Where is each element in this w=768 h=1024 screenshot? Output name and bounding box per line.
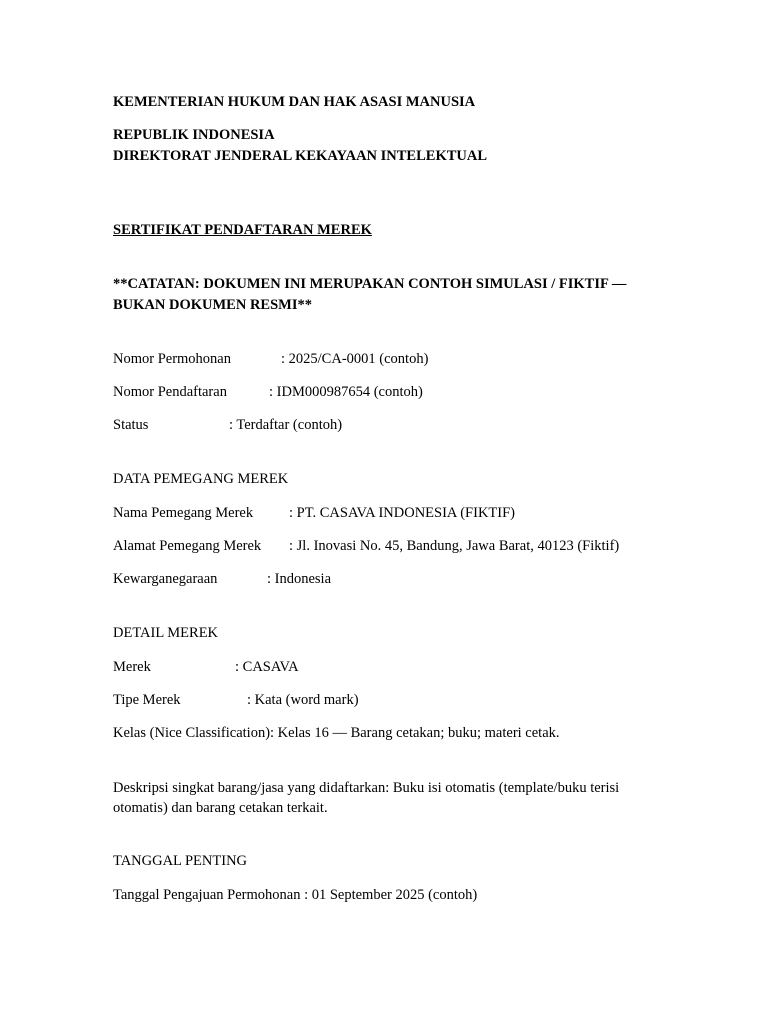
holder-section-heading: DATA PEMEGANG MEREK [113,471,289,487]
mark-section-heading: DETAIL MEREK [113,625,219,641]
directorate-heading: DIREKTORAT JENDERAL KEKAYAAN INTELEKTUAL [113,148,488,164]
registration-number-label: Nomor Pendaftaran [113,384,227,400]
mark-type-label: Tipe Merek [113,692,181,708]
mark-type-value: : Kata (word mark) [247,692,359,708]
filing-date-line: Tanggal Pengajuan Permohonan : 01 September 2025 (contoh) [113,887,478,903]
holder-name-value: : PT. CASAVA INDONESIA (FIKTIF) [289,505,515,521]
registration-number-value: : IDM000987654 (contoh) [269,384,423,400]
holder-address-value: : Jl. Inovasi No. 45, Bandung, Jawa Barat, 40123 (Fiktif) [289,538,620,554]
goods-description-line-1: Deskripsi singkat barang/jasa yang didaftarkan: Buku isi otomatis (template/buku terisi [113,780,620,796]
status-value: : Terdaftar (contoh) [229,417,343,433]
application-number-label: Nomor Permohonan [113,351,231,367]
country-heading: REPUBLIK INDONESIA [113,127,275,143]
holder-address-label: Alamat Pemegang Merek [113,538,262,554]
goods-description-line-2: otomatis) dan barang cetakan terkait. [113,800,328,816]
application-number-value: : 2025/CA-0001 (contoh) [281,351,429,367]
nice-class-line: Kelas (Nice Classification): Kelas 16 — Barang cetakan; buku; materi cetak. [113,725,560,741]
status-label: Status [113,417,149,433]
mark-value: : CASAVA [235,659,299,675]
notice-line-2: BUKAN DOKUMEN RESMI** [113,297,312,313]
ministry-heading: KEMENTERIAN HUKUM DAN HAK ASASI MANUSIA [113,94,476,110]
notice-line-1: **CATATAN: DOKUMEN INI MERUPAKAN CONTOH SIMULASI / FIKTIF — [113,276,627,292]
mark-label: Merek [113,659,151,675]
citizenship-value: : Indonesia [267,571,332,587]
document-title: SERTIFIKAT PENDAFTARAN MEREK [113,222,372,238]
citizenship-label: Kewarganegaraan [113,571,218,587]
dates-section-heading: TANGGAL PENTING [113,853,248,869]
holder-name-label: Nama Pemegang Merek [113,505,254,521]
